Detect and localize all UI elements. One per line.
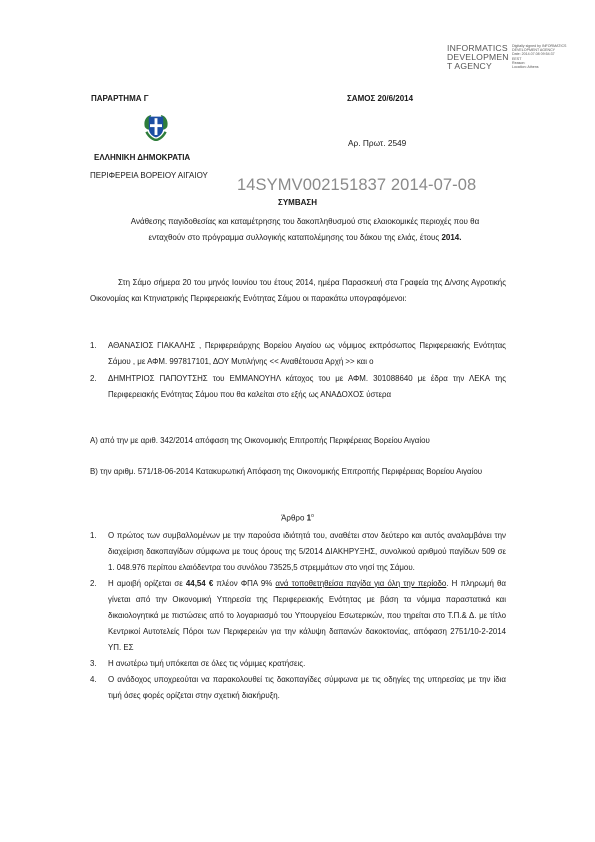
decision-b: Β) την αριθμ. 571/18-06-2014 Κατακυρωτική Απόφαση της Οικονομικής Επιτροπής Περιφέρειας Βορείου Αιγαίου — [90, 467, 483, 476]
item-number: 2. — [90, 374, 97, 383]
place-date: ΣΑΜΟΣ 20/6/2014 — [347, 94, 414, 103]
ada-watermark: 14SYMV002151837 2014-07-08 — [237, 176, 477, 194]
article-label: Άρθρο — [281, 513, 305, 523]
region-name: ΠΕΡΙΦΕΡΕΙΑ ΒΟΡΕΙΟΥ ΑΙΓΑΙΟΥ — [90, 171, 208, 180]
item-number: 1. — [90, 531, 97, 540]
fee-post: . Η πληρωμή θα γίνεται από την Οικονομική Υπηρεσία της Περιφερειακής Ενότητας με βάση τα νόμιμα παραστατικά και δικαιολογητικά με πιστώσεις από το λογαριασμό του Υπουργείου Εσωτερικών, που τηρείται στο Τ.Π.& Δ. με τίτλο Κεντρικοί Αυτοτελείς Πόροι των Περιφερειών για την κάλυψη δαπανών δακοκτονίας, απόφαση 2751/10-2-2014 ΥΠ. ΕΣ — [108, 579, 506, 652]
fee-underlined: ανά τοποθετηθείσα παγίδα για όλη την περίοδο — [275, 579, 447, 588]
item-text: ΑΘΑΝΑΣΙΟΣ ΓΙΑΚΑΛΗΣ , Περιφερειάρχης Βορείου Αιγαίου ως νόμιμος εκπρόσωπος Περιφερειακής Ενότητας Σάμου , με ΑΦΜ. 997817101, ΔΟΥ Μυτιλήνης << Αναθέτουσα Αρχή >> και ο — [108, 341, 506, 366]
signature-line: Location: Athens — [512, 65, 539, 70]
republic-name: ΕΛΛΗΝΙΚΗ ΔΗΜΟΚΡΑΤΙΑ — [94, 153, 191, 162]
subject-text: Ανάθεσης παγιδοθεσίας και καταμέτρησης του δακοπληθυσμού στις ελαιοκομικές περιοχές που θα ενταχθούν στο πρόγραμμα συλλογικής καταπολέμησης του δάκου της ελιάς, έτους — [130, 217, 480, 242]
signature-line: Date: 2014.07.08 09:54:37 — [512, 52, 555, 57]
signature-agency: INFORMATICS DEVELOPMEN T AGENCY — [447, 43, 509, 71]
parties-list — [90, 338, 506, 404]
contract-subject — [120, 214, 490, 246]
list-item — [90, 338, 506, 370]
item-number: 2. — [90, 579, 97, 588]
fee-mid: πλέον ΦΠΑ 9% — [213, 579, 276, 588]
item-text: Ο ανάδοχος υποχρεούται να παρακολουθεί τις δακοπαγίδες σύμφωνα με τις οδηγίες της υπηρεσίας με την ίδια τιμή όσες φορές ορίζεται στην σχετική διακήρυξη. — [108, 675, 506, 700]
list-item — [90, 672, 506, 704]
signature-line: EEST — [512, 56, 522, 61]
protocol-number: Αρ. Πρωτ. 2549 — [348, 138, 407, 148]
intro-paragraph: Στη Σάμο σήμερα 20 του μηνός Ιουνίου του έτους 2014, ημέρα Παρασκευή στα Γραφεία της Δ/νσης Αγροτικής Οικονομίας και Κτηνιατρικής Περιφερειακής Ενότητας Σάμου οι παρακάτω υπογραφόμενοι: — [90, 278, 506, 303]
contract-title: ΣΥΜΒΑΣΗ — [278, 198, 317, 207]
signature-line: DEVELOPMENT AGENCY — [512, 48, 556, 53]
signature-line: Reason: — [512, 60, 526, 65]
fee-pre: Η αμοιβή ορίζεται σε — [108, 579, 186, 588]
list-item — [90, 576, 506, 656]
decision-a: Α) από την με αριθ. 342/2014 απόφαση της Οικονομικής Επιτροπής Περιφέρειας Βορείου Αιγαίου — [90, 436, 430, 445]
item-text: Ο πρώτος των συμβαλλομένων με την παρούσα ιδιότητά του, αναθέτει στον δεύτερο και αυτός αναλαμβάνει την διαχείριση δακοπαγίδων σύμφωνα με τους όρους της 5/2014 ΔΙΑΚΗΡΥΞΗΣ, συνολικού αριθμού παγίδων 509 σε 1. 048.976 περίπου ελαιόδεντρα του συνόλου 73525,5 στρεμμάτων στο νησί της Σάμου. — [108, 531, 506, 572]
item-number: 1. — [90, 341, 97, 350]
article-heading — [0, 513, 595, 523]
item-text: ΔΗΜΗΤΡΙΟΣ ΠΑΠΟΥΤΣΗΣ του ΕΜΜΑΝΟΥΗΛ κάτοχος του με ΑΦΜ. 301088640 με έδρα την ΛΕΚΑ της Περιφερειακής Ενότητας Σάμου που θα καλείται στο εξής ως ΑΝΑΔΟΧΟΣ ύστερα — [108, 374, 506, 399]
article-sup: ο — [311, 513, 314, 519]
signature-details — [512, 44, 592, 69]
list-item — [90, 656, 506, 672]
list-item — [90, 371, 506, 403]
annex-label: ΠΑΡΑΡΤΗΜΑ Γ — [91, 94, 149, 103]
signature-line: Digitally signed by INFORMATICS — [512, 44, 567, 48]
item-number: 4. — [90, 675, 97, 684]
subject-year: 2014. — [441, 233, 462, 242]
article-number: 1 — [306, 513, 312, 523]
list-item — [90, 528, 506, 576]
item-number: 3. — [90, 659, 97, 668]
item-text: Η ανωτέρω τιμή υπόκειται σε όλες τις νόμιμες κρατήσεις. — [108, 659, 306, 668]
fee-amount: 44,54 € — [185, 579, 214, 588]
greek-emblem-icon — [140, 111, 172, 143]
terms-list — [90, 528, 506, 704]
